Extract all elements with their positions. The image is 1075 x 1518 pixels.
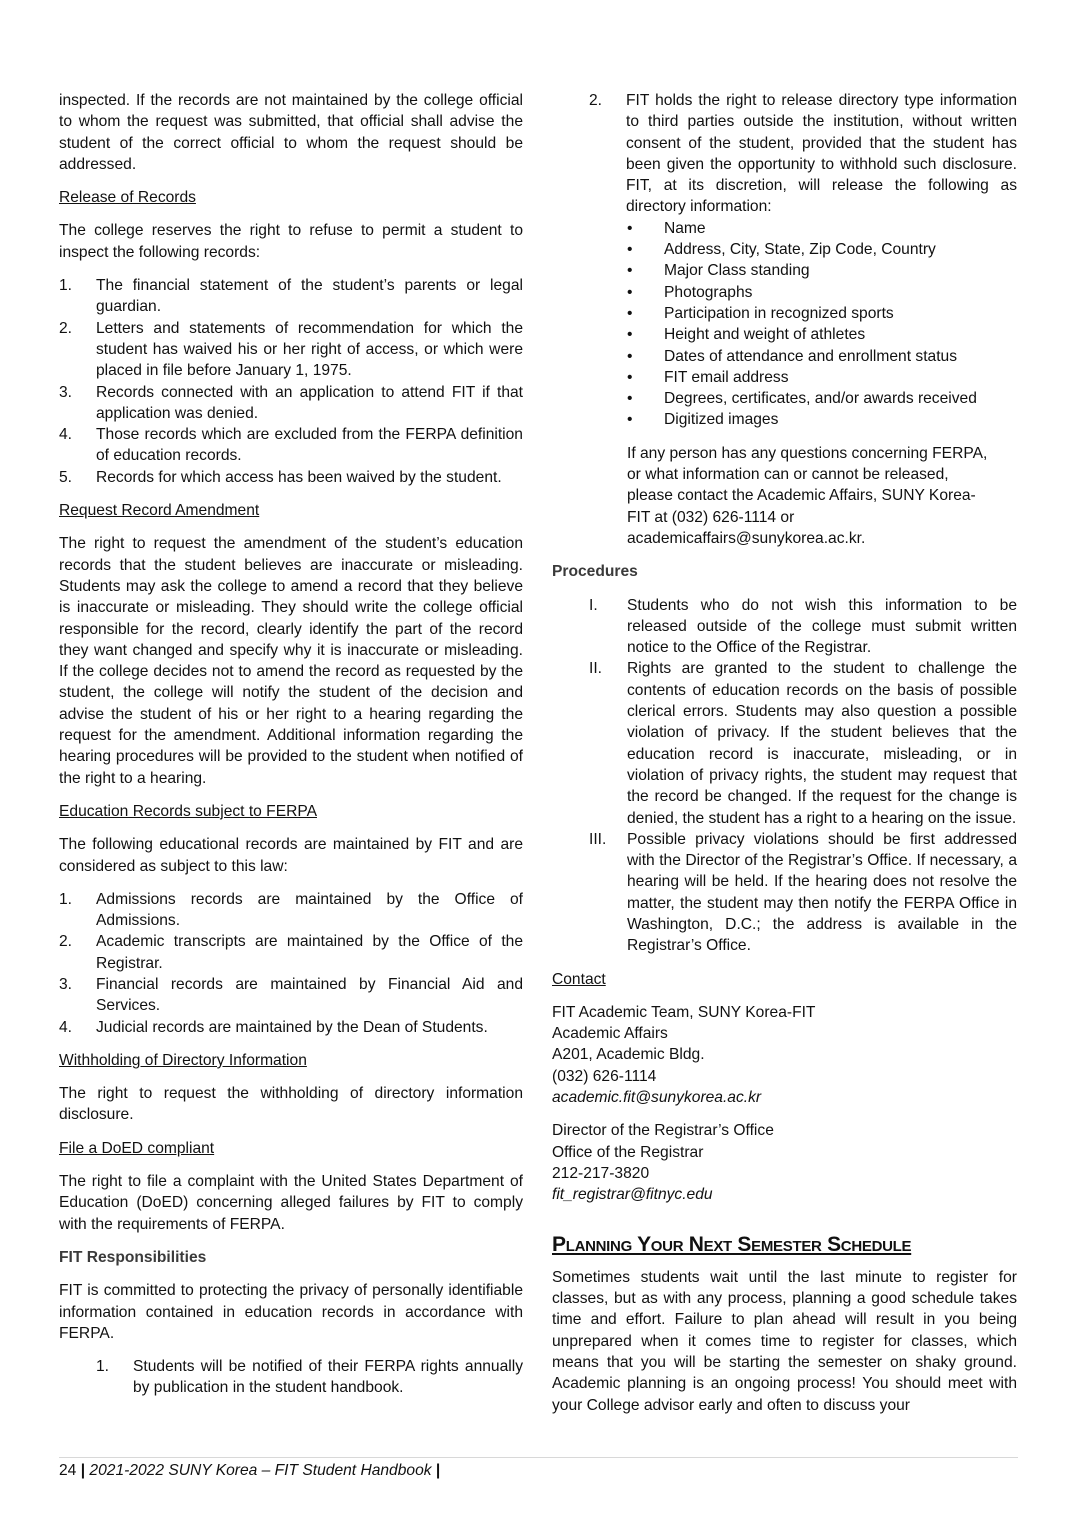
list-item: [59, 424, 523, 467]
page-number: 24: [59, 1462, 77, 1479]
contact-registrar: [552, 1120, 1017, 1205]
list-item: [627, 303, 1017, 324]
list-item: [59, 889, 523, 932]
list-text: Participation in recognized sports: [664, 304, 894, 322]
bullet-icon: •: [627, 390, 633, 408]
planning-section-heading: Planning Your Next Semester Schedule: [552, 1232, 912, 1256]
bullet-icon: •: [627, 283, 633, 301]
page-footer: [59, 1457, 1018, 1480]
list-text: Letters and statements of recommendation for which the student has waived his or her right of access, or which were placed in file before January 1, 1975.: [96, 319, 523, 380]
list-item: [59, 931, 523, 974]
text-line: If any person has any questions concerning FERPA,: [627, 444, 988, 462]
list-number: 3.: [59, 975, 73, 993]
list-number: 5.: [59, 468, 73, 486]
list-number: 4.: [59, 426, 73, 444]
list-text: Academic transcripts are maintained by the Office of the Registrar.: [96, 933, 523, 972]
contact-name: Director of the Registrar’s Office: [552, 1122, 774, 1140]
list-text: Records connected with an application to attend FIT if that application was denied.: [96, 383, 523, 422]
list-number: 4.: [59, 1018, 73, 1036]
withhold-heading: Withholding of Directory Information: [59, 1051, 307, 1069]
list-text: Photographs: [664, 283, 753, 301]
doed-paragraph: The right to file a complaint with the United States Department of Education (DoED) concerning alleged failures by FIT to comply with the requirements of FERPA.: [59, 1173, 523, 1233]
doed-heading: File a DoED compliant: [59, 1139, 215, 1157]
text-line: FIT at (032) 626-1114 or: [627, 508, 795, 526]
bullet-icon: •: [627, 219, 633, 237]
list-item: [589, 829, 1017, 957]
list-item: [59, 382, 523, 425]
amend-heading: Request Record Amendment: [59, 502, 260, 520]
text-line: please contact the Academic Affairs, SUNY Korea-: [627, 487, 976, 505]
list-number: 1.: [96, 1358, 110, 1376]
footer-separator: |: [435, 1462, 441, 1479]
planning-paragraph: Sometimes students wait until the last minute to register for classes, but as with any process, planning a good schedule takes time and effort. Failure to plan ahead will result in you being unprepared when it comes time to register for classes, which means that you will be starting the semester on shaky ground. Academic planning is an ongoing process! You should meet with your College advisor early and often to discuss your: [552, 1268, 1017, 1414]
procedures-list: [552, 595, 1017, 957]
list-item: [59, 467, 523, 488]
list-number: 3.: [59, 383, 73, 401]
list-item: [627, 218, 1017, 239]
withhold-paragraph: The right to request the withholding of directory information disclosure.: [59, 1085, 523, 1124]
list-item: [59, 974, 523, 1017]
list-item: [59, 275, 523, 318]
list-number: II.: [589, 660, 602, 678]
release-list: [59, 275, 523, 488]
list-text: Major Class standing: [664, 262, 810, 280]
list-text: Dates of attendance and enrollment status: [664, 347, 957, 365]
list-text: Those records which are excluded from the FERPA definition of education records.: [96, 426, 523, 465]
list-item: [627, 346, 1017, 367]
list-item: [627, 239, 1017, 260]
list-number: 1.: [59, 890, 73, 908]
list-number: 1.: [59, 277, 73, 295]
list-text: Degrees, certificates, and/or awards received: [664, 390, 977, 408]
list-text: Rights are granted to the student to challenge the contents of education records on the basis of possible clerical errors. Students may also question a possible violation of privacy. If the student believes that the education record is inaccurate, misleading, or in violation of privacy rights, the student may request that the record be changed. If the request for the change is denied, the student has a right to a hearing on the issue.: [627, 660, 1017, 827]
responsibilities-paragraph: FIT is committed to protecting the privacy of personally identifiable information contained in education records in accordance with FERPA.: [59, 1282, 523, 1342]
bullet-icon: •: [627, 326, 633, 344]
text-line: or what information can or cannot be released,: [627, 466, 949, 484]
directory-info-list: [627, 218, 1017, 431]
responsibilities-list-continued: [589, 90, 1017, 218]
list-item: [589, 658, 1017, 828]
list-number: I.: [589, 596, 598, 614]
list-text: Students will be notified of their FERPA rights annually by publication in the student handbook.: [133, 1358, 523, 1397]
list-number: III.: [589, 830, 607, 848]
list-item: [627, 409, 1017, 430]
list-item: [627, 260, 1017, 281]
list-number: 2.: [59, 319, 73, 337]
list-item: [627, 282, 1017, 303]
contact-location: A201, Academic Bldg.: [552, 1046, 705, 1064]
email-link[interactable]: academicaffairs@sunykorea.ac.kr.: [627, 529, 866, 547]
list-text: Address, City, State, Zip Code, Country: [664, 241, 936, 259]
list-text: Admissions records are maintained by the Office of Admissions.: [96, 890, 523, 930]
list-text: Name: [664, 219, 706, 237]
contact-dept: Academic Affairs: [552, 1025, 668, 1043]
list-item: [96, 1356, 523, 1399]
responsibilities-heading: FIT Responsibilities: [59, 1248, 207, 1266]
list-number: 2.: [589, 92, 603, 109]
contact-phone: (032) 626-1114: [552, 1067, 657, 1085]
edu-records-paragraph: The following educational records are maintained by FIT and are considered as subject to this law:: [59, 836, 523, 875]
list-text: Records for which access has been waived by the student.: [96, 468, 502, 486]
contact-name: FIT Academic Team, SUNY Korea-FIT: [552, 1003, 816, 1021]
contact-heading: Contact: [552, 970, 606, 988]
contact-academic: [552, 1002, 1017, 1108]
left-column: [59, 90, 523, 1411]
edu-records-list: [59, 889, 523, 1038]
list-text: FIT holds the right to release directory type information to third parties outside the institution, without written consent of the student, provided that the student has been given the opportunity to withhold such disclosure. FIT, at its discretion, will release the following as directory information:: [626, 92, 1017, 216]
bullet-icon: •: [627, 262, 633, 280]
list-text: Height and weight of athletes: [664, 326, 866, 344]
ferpa-questions-paragraph: [627, 443, 1017, 549]
bullet-icon: •: [627, 368, 633, 386]
list-text: Judicial records are maintained by the Dean of Students.: [96, 1018, 488, 1036]
contact-phone: 212-217-3820: [552, 1164, 650, 1182]
responsibilities-list: [96, 1356, 523, 1399]
bullet-icon: •: [627, 241, 633, 259]
contact-email-link[interactable]: academic.fit@sunykorea.ac.kr: [552, 1089, 762, 1107]
handbook-title: 2021-2022 SUNY Korea – FIT Student Handbook: [89, 1462, 432, 1479]
list-number: 2.: [59, 933, 73, 951]
list-item: [59, 1017, 523, 1038]
list-item: [627, 324, 1017, 345]
contact-email-link[interactable]: fit_registrar@fitnyc.edu: [552, 1186, 713, 1204]
footer-separator: |: [80, 1462, 86, 1479]
list-text: The financial statement of the student’s parents or legal guardian.: [96, 277, 523, 316]
right-column: [552, 90, 1017, 1428]
bullet-icon: •: [627, 304, 633, 322]
list-item: [627, 367, 1017, 388]
contact-dept: Office of the Registrar: [552, 1143, 704, 1161]
list-text: Digitized images: [664, 411, 779, 429]
procedures-heading: Procedures: [552, 563, 638, 581]
list-text: FIT email address: [664, 368, 789, 386]
list-item: [589, 90, 1017, 218]
release-paragraph: The college reserves the right to refuse to permit a student to inspect the following records:: [59, 222, 523, 261]
list-item: [59, 318, 523, 382]
amend-paragraph: The right to request the amendment of the student’s education records that the student believes are inaccurate or misleading. Students may ask the college to amend a record that they believe is inaccurate or misleading. They should write the college official responsible for the record, clearly identify the part of the record they want changed and specify why it is inaccurate or misleading. If the college decides not to amend the record as requested by the student, the college will notify the student of the decision and advise the student of his or her right to a hearing regarding the request for the amendment. Additional information regarding the hearing procedures will be provided to the student when notified of the right to a hearing.: [59, 535, 523, 787]
intro-paragraph: inspected. If the records are not maintained by the college official to whom the request was submitted, that official shall advise the student of the correct official to whom the request should be addressed.: [59, 92, 523, 173]
bullet-icon: •: [627, 411, 633, 429]
release-heading: Release of Records: [59, 189, 196, 207]
list-item: [589, 595, 1017, 659]
list-text: Financial records are maintained by Financial Aid and Services.: [96, 975, 523, 1015]
list-text: Students who do not wish this information to be released outside of the college must submit written notice to the Office of the Registrar.: [627, 596, 1017, 657]
edu-records-heading: Education Records subject to FERPA: [59, 802, 317, 820]
bullet-icon: •: [627, 347, 633, 365]
list-text: Possible privacy violations should be first addressed with the Director of the Registrar’s Office. If necessary, a hearing will be held. If the hearing does not resolve the matter, the student may then notify the FERPA Office in Washington, D.C.; the address is available in the Registrar’s Office.: [627, 830, 1017, 955]
list-item: [627, 388, 1017, 409]
contact-block: [552, 1002, 1017, 1206]
